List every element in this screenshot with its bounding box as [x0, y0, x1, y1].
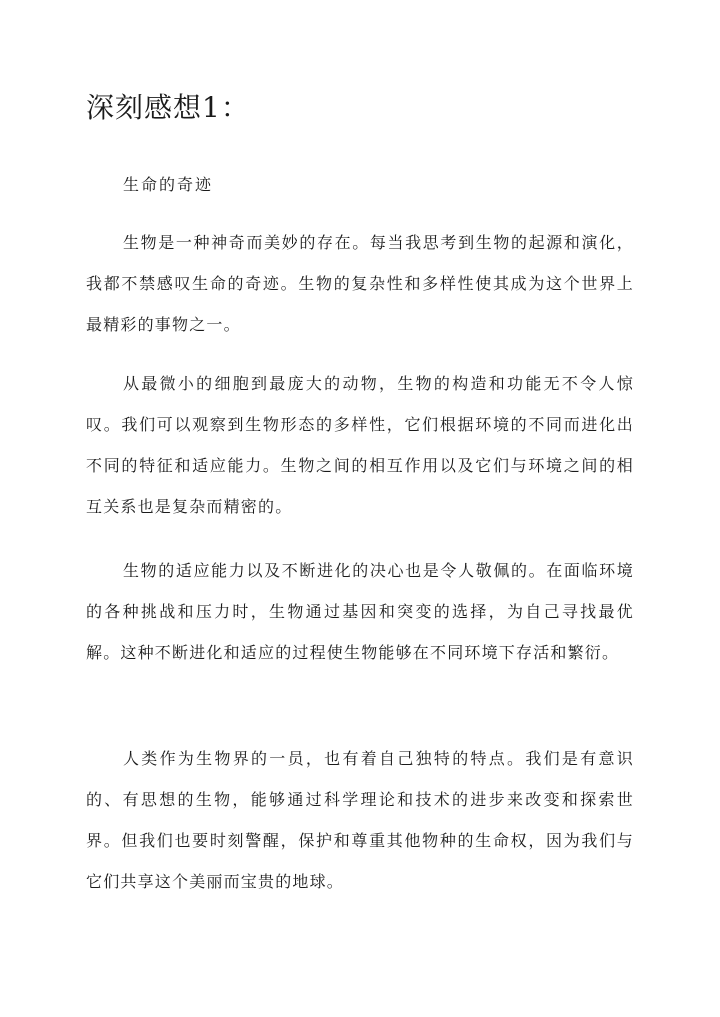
paragraph: 生物的适应能力以及不断进化的决心也是令人敬佩的。在面临环境的各种挑战和压力时，生物通过基因和突变的选择，为自己寻找最优解。这种不断进化和适应的过程使生物能够在不同环境下存活和繁衍。	[86, 561, 634, 662]
paragraph: 生物是一种神奇而美妙的存在。每当我思考到生物的起源和演化，我都不禁感叹生命的奇迹。生物的复杂性和多样性使其成为这个世界上最精彩的事物之一。	[86, 233, 634, 334]
document-subtitle: 生命的奇迹	[123, 175, 214, 194]
paragraph: 从最微小的细胞到最庞大的动物，生物的构造和功能无不令人惊叹。我们可以观察到生物形态的多样性，它们根据环境的不同而进化出不同的特征和适应能力。生物之间的相互作用以及它们与环境之间的相互关系也是复杂而精密的。	[86, 374, 634, 516]
document-title: 深刻感想1：	[86, 91, 250, 124]
paragraph: 人类作为生物界的一员，也有着自己独特的特点。我们是有意识的、有思想的生物，能够通过科学理论和技术的进步来改变和探索世界。但我们也要时刻警醒，保护和尊重其他物种的生命权，因为我们与它们共享这个美丽而宝贵的地球。	[86, 749, 634, 891]
